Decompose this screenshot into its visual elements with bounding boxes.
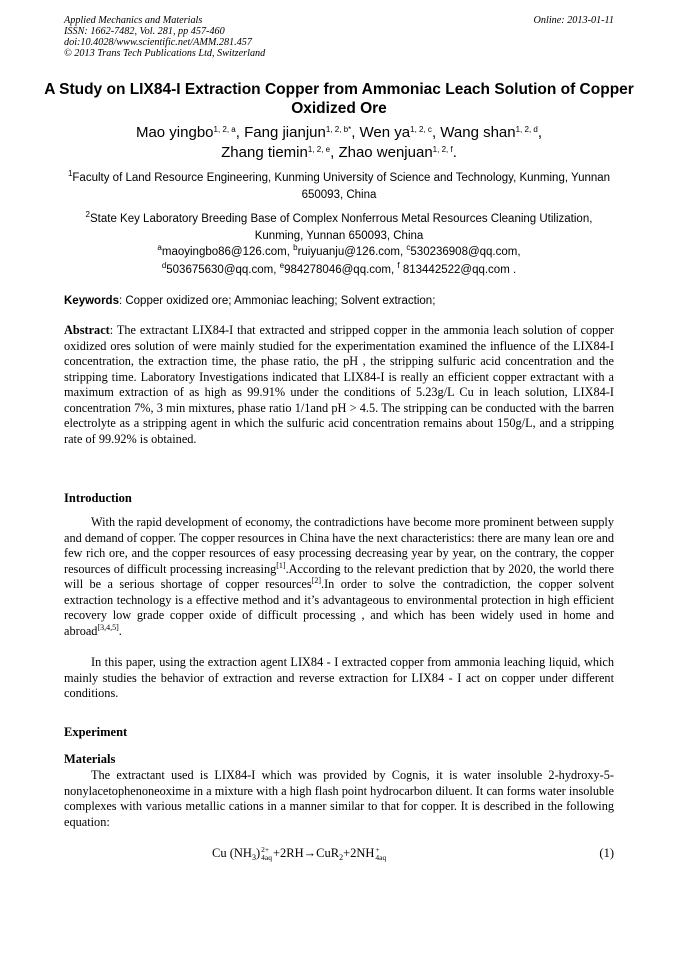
equation-number: (1): [599, 846, 614, 860]
abstract-label: Abstract: [64, 323, 110, 337]
email-link[interactable]: 503675630@qq.com: [166, 264, 274, 276]
author-separator: ,: [537, 124, 543, 141]
citation[interactable]: [1]: [276, 560, 286, 570]
eq-subscript: 4aq: [375, 853, 387, 863]
intro-text: .In order to solve the contradiction, the copper solvent extraction technology is a effective method and it’s advantageous to environmental protection in high efficient recovery low grade copper oxide of difficult processing , and which has been widely used in home and abroad: [64, 577, 615, 638]
affiliation-text: State Key Laboratory Breeding Base of Complex Nonferrous Metal Resources Cleaning Utilization, Kunming, Yunnan 650093, China: [90, 213, 593, 242]
email-marker: e: [279, 261, 285, 270]
email-marker: d: [161, 261, 167, 270]
citation[interactable]: [3,4,5]: [97, 622, 119, 632]
author-name: Wen ya: [359, 124, 411, 141]
eq-subscript: 4aq: [261, 853, 272, 863]
email-link[interactable]: 530236908@qq.com: [410, 246, 518, 258]
intro-text: With the rapid development of economy, the contradictions have become more prominent between supply and demand of copper. The copper resources in China have the next characteristics: there are many lean ore and few rich ore, and the copper resources of easy processing decreasing year by year, on the contrary, the copper resources of difficult processing increasing: [64, 515, 614, 576]
author-name: Wang shan: [440, 124, 516, 141]
affiliation-marker: 2: [85, 210, 90, 219]
eq-term: CuR: [316, 846, 340, 860]
eq-term: +2RH: [272, 846, 304, 860]
affiliation-text: Faculty of Land Resource Engineering, Kunming University of Science and Technology, Kunming, Yunnan 650093, China: [72, 172, 611, 201]
introduction-paragraph-2: In this paper, using the extraction agent LIX84 - I extracted copper from ammonia leaching liquid, which mainly studies the behavior of extraction and reverse extraction for LIX84 - I act on copper under different conditions.: [64, 655, 614, 701]
email-marker: f: [397, 261, 400, 270]
journal-name: Applied Mechanics and Materials: [64, 15, 203, 26]
abstract-text: : The extractant LIX84-I that extracted and stripped copper in the ammonia leach solution of copper oxidized ores solution of were mainly studied for the experimentation examined the influence of the LIX84-I concentration, the extraction time, the phase ratio, the pH , the stripping sulfuric acid concentration and the stripping time. Laboratory Investigations indicated that LIX84-I is really an efficient copper extractant with a maximum extraction of as high as 99.91% under the conditions of 5.23g/L Cu in leach solution, LIX84-I concentration 7%, 3 min mixtures, phase ratio 1/1and pH > 4.5. The stripping can be conducted with the barren electrolyte as a stripping agent in which the sulfuric acid concentration remains about 150g/L, and a stripping rate of 99.92% is obtained.: [64, 323, 614, 446]
author-affil-marker: 1, 2, a: [213, 125, 236, 134]
author-list: [40, 123, 638, 163]
author-affil-marker: 1, 2, e: [307, 145, 331, 154]
journal-copyright: © 2013 Trans Tech Publications Ltd, Switzerland: [64, 48, 266, 59]
online-date: Online: 2013-01-11: [533, 15, 614, 26]
email-link[interactable]: maoyingbo86@126.com: [161, 246, 287, 258]
keywords: [64, 294, 614, 309]
introduction-paragraph-1: [64, 515, 614, 639]
affiliation-2: [64, 211, 614, 245]
citation[interactable]: [2]: [311, 576, 321, 586]
author-affil-marker: 1, 2, b*: [325, 125, 352, 134]
materials-subheading: Materials: [64, 752, 116, 766]
keywords-label: Keywords: [64, 295, 119, 307]
journal-info: [64, 15, 394, 59]
equation-body: [212, 846, 387, 862]
affiliation-marker: 1: [67, 169, 73, 178]
email-link[interactable]: 984278046@qq.com: [284, 264, 392, 276]
eq-superscript: 2+: [261, 845, 270, 855]
intro-text: .: [118, 623, 122, 638]
eq-charge-stack: [261, 846, 272, 862]
email-link[interactable]: 813442522@qq.com: [399, 264, 510, 276]
eq-term: ): [255, 846, 261, 860]
author-separator: ,: [431, 124, 441, 141]
eq-term: +2NH: [343, 846, 375, 860]
keywords-text: : Copper oxidized ore; Ammoniac leaching; Solvent extraction;: [118, 295, 436, 307]
experiment-heading: Experiment: [64, 725, 128, 739]
email-list: [64, 243, 614, 279]
author-affil-marker: 1, 2, c: [410, 125, 432, 134]
abstract: [64, 323, 614, 447]
author-name: Zhang tiemin: [221, 144, 308, 161]
intro-text: .According to the relevant prediction that by 2020, the world there will be a serious shortage of copper resources: [64, 561, 614, 592]
introduction-heading: Introduction: [64, 491, 132, 505]
journal-issn: ISSN: 1662-7482, Vol. 281, pp 457-460: [64, 26, 225, 37]
eq-subscript: 3: [251, 853, 256, 862]
author-separator: ,: [235, 124, 245, 141]
reaction-arrow-icon: →: [303, 846, 317, 860]
eq-charge-stack: [375, 846, 386, 862]
email-marker: a: [157, 243, 162, 252]
email-separator: .: [509, 264, 517, 276]
paper-title: A Study on LIX84-I Extraction Copper from Ammoniac Leach Solution of Copper Oxidized Ore: [44, 81, 634, 117]
materials-paragraph: The extractant used is LIX84-I which was provided by Cognis, it is water insoluble 2-hydroxy-5-nonylacetophenoneoxime in a mixture with a high flash point hydrocarbon diluent. It can forms water insoluble complexes with various metallic cations in a manner similar to that for copper. It is described in the following equation:: [64, 768, 614, 829]
email-link[interactable]: ruiyuanju@126.com: [297, 246, 401, 258]
email-separator: ,: [517, 246, 521, 258]
affiliation-1: [64, 170, 614, 204]
author-separator: .: [452, 144, 457, 161]
eq-subscript: 2: [339, 853, 344, 862]
eq-superscript: +: [375, 845, 380, 855]
author-name: Zhao wenjuan: [338, 144, 433, 161]
email-separator: ,: [286, 246, 294, 258]
eq-term: Cu (NH: [212, 846, 252, 860]
email-marker: c: [406, 243, 411, 252]
journal-doi: doi:10.4028/www.scientific.net/AMM.281.457: [64, 37, 252, 48]
author-affil-marker: 1, 2, f: [432, 145, 453, 154]
email-marker: b: [293, 243, 298, 252]
email-separator: ,: [273, 264, 280, 276]
author-separator: ,: [330, 144, 339, 161]
author-name: Mao yingbo: [135, 124, 214, 141]
email-separator: ,: [391, 264, 398, 276]
email-separator: ,: [400, 246, 407, 258]
author-affil-marker: 1, 2, d: [515, 125, 538, 134]
author-name: Fang jianjun: [244, 124, 326, 141]
author-separator: ,: [351, 124, 360, 141]
